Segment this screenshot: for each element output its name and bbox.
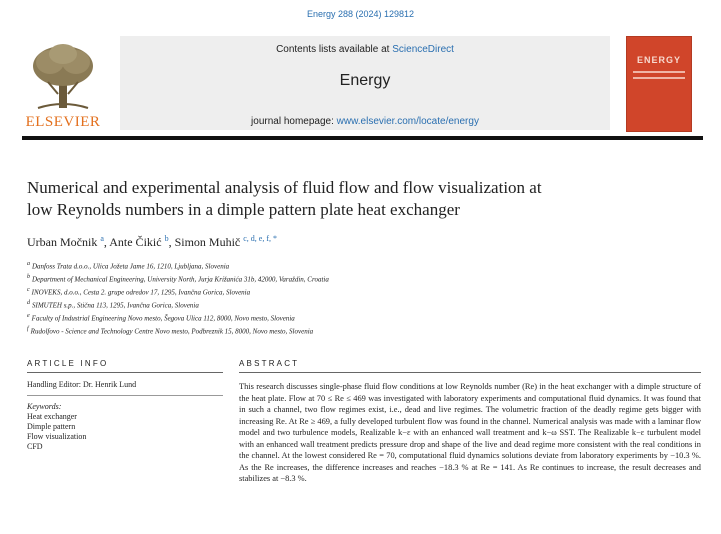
affiliation-marker: a [27,261,30,267]
affiliation-list [27,259,627,337]
keyword-item: Dimple pattern [27,422,76,431]
article-title [27,177,647,221]
author-name[interactable]: Ante Čikić [109,235,162,249]
affiliation-item [27,259,627,272]
cover-decoration [633,71,685,73]
keywords-section [27,402,217,452]
affiliation-text: Department of Mechanical Engineering, University North, Jurja Križanića 31b, 42000, Varaždin, Croatia [32,275,329,284]
affiliation-text: Rudolfovo - Science and Technology Centre Novo mesto, Podbreznik 15, 8000, Novo mesto, Slovenia [30,327,314,336]
elsevier-tree-icon [28,42,98,112]
affiliation-marker: b [27,274,30,281]
journal-citation[interactable]: Energy 288 (2024) 129812 [306,9,415,19]
journal-homepage [120,116,610,127]
abstract-divider [239,372,701,373]
publisher-name: ELSEVIER [25,114,101,130]
journal-cover-image[interactable] [626,36,692,132]
homepage-prefix: journal homepage: [251,116,337,127]
article-info-heading: ARTICLE INFO [27,359,109,368]
cover-title: ENERGY [636,55,681,65]
affiliation-text: Danfoss Trata d.o.o., Ulica Jožeta Jame 16, 1210, Ljubljana, Slovenia [32,262,230,271]
article-info-divider [27,372,223,373]
affiliation-text: Faculty of Industrial Engineering Novo mesto, Šegova Ulica 112, 8000, Novo mesto, Slovenia [31,314,295,323]
affiliation-item [27,311,627,324]
handling-editor: Handling Editor: Dr. Henrik Lund [27,380,137,389]
article-title-line: Numerical and experimental analysis of fluid flow and flow visualization at [27,178,542,197]
affiliation-text: SIMUTEH s.p., Stična 113, 1295, Ivančna Gorica, Slovenia [32,301,199,310]
abstract-heading: ABSTRACT [239,359,300,368]
affiliation-marker: d [27,300,30,307]
affiliation-item [27,324,627,337]
journal-name[interactable]: Energy [339,72,391,89]
author-list: Urban Močnik $^a$, Ante Čikić $^b$, Simon Muhič $^{c, d, e, f, *}$ [27,234,277,249]
affiliation-marker: e [27,313,30,320]
editor-divider [27,395,223,396]
keywords-label: Keywords: [27,402,62,411]
cover-decoration [633,77,685,79]
keyword-item: Flow visualization [27,432,87,441]
article-title-line: low Reynolds numbers in a dimple pattern plate heat exchanger [27,200,460,219]
header-divider [22,136,703,140]
elsevier-logo[interactable] [22,40,104,130]
author-affiliation-ref[interactable]: a [100,234,104,243]
affiliation-item [27,285,627,298]
keyword-item: CFD [27,442,43,451]
author-affiliation-ref[interactable]: c, d, e, f, * [243,234,277,243]
contents-prefix: Contents lists available at [276,44,393,55]
affiliation-text: INOVEKS, d.o.o., Cesta 2. grupe odredov 17, 1295, Ivančna Gorica, Slovenia [31,288,251,297]
sciencedirect-link[interactable]: ScienceDirect [392,44,454,55]
journal-banner [120,36,610,130]
affiliation-marker: c [27,287,30,294]
affiliation-item [27,298,627,311]
affiliation-item [27,272,627,285]
author-name[interactable]: Urban Močnik [27,235,98,249]
homepage-link[interactable]: www.elsevier.com/locate/energy [336,116,479,127]
affiliation-marker: f [27,326,29,333]
author-affiliation-ref[interactable]: b [164,234,169,243]
contents-availability [120,44,610,55]
author-name[interactable]: Simon Muhič [174,235,241,249]
keyword-item: Heat exchanger [27,412,77,421]
abstract-text: This research discusses single-phase fluid flow conditions at low Reynolds number (Re) in the heat exchanger with a dimple structure of the heat plate. Flow at 70 ≤ Re ≤ 469 was investigated with laboratory experiments and computational fluid dynamics. It was found that in such a channel, two flow regimes exist, i.e., dead and live regimes. The volumetric fraction of the deadly regime gets bigger with increasing Re. At Re ≥ 469, a fully developed turbulent flow was found in the channel. Numerical analysis was made with a laminar flow model and two turbulence models, Realizable k−ε with an enhanced wall treatment and k−ω SST. The Realizable k−ε turbulent model with an enhanced wall treatment predicts pressure drop and shape of the live and dead regime more consistent with the real conditions in the channel. At the lowest considered Re = 70, computational fluid dynamics solutions deviate from laboratory experiments by −10.3 %. As the Re increases, the difference increases and reaches −18.3 % at Re = 141. As Re continues to increase, the result decreases and stabilizes at −8.3 %. [239,382,701,483]
